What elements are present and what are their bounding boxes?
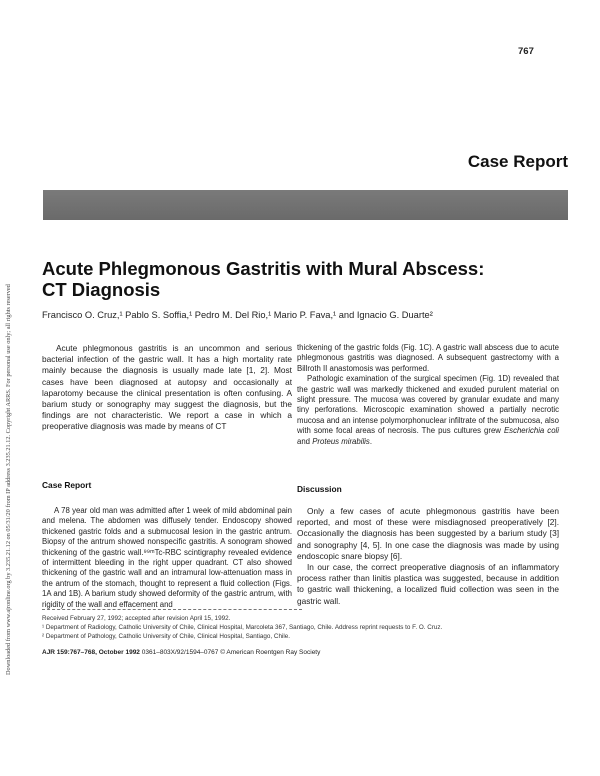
title-line-1: Acute Phlegmonous Gastritis with Mural Abscess: — [42, 258, 485, 279]
case-paragraph: A 78 year old man was admitted after 1 week of mild abdominal pain and melena. The abdomen was diffusely tender. Endoscopy showed thickened gastric folds and a submucosal lesion in the gastric antrum. Biopsy of the antrum showed nonspecific gastritis. A sonogram showed thickening of the gastric wall.⁹⁹ᵐTc-RBC scintigraphy revealed evidence of intermittent bleeding in the right upper quadrant. CT also showed thickening of the gastric wall and an intramural low-attenuation mass in the antrum of the stomach, thought to represent a fluid collection (Figs. 1A and 1B). A barium study showed deformity of the gastric antrum, with rigidity of the wall and effacement and — [42, 506, 292, 609]
continuation-paragraph: thickening of the gastric folds (Fig. 1C). A gastric wall abscess due to acute phlegmonous gastritis was diagnosed. A subsequent gastrectomy with a Billroth II anastomosis was performed. — [297, 343, 559, 373]
gray-banner — [43, 190, 568, 220]
article-title — [42, 258, 542, 300]
case-report-heading: Case Report — [42, 480, 92, 490]
pathology-period: . — [369, 436, 372, 446]
and-word: and — [297, 436, 311, 446]
page-number: 767 — [518, 46, 534, 57]
citation-rest: 0361–803X/92/1594–0767 © American Roentgen Ray Society — [141, 649, 321, 656]
abstract — [42, 343, 292, 433]
discussion-body — [297, 506, 559, 607]
footnotes — [42, 614, 562, 641]
discussion-heading: Discussion — [297, 484, 342, 494]
citation-bold: AJR 159:767–768, October 1992 — [42, 649, 140, 656]
footnote-1: ¹ Department of Radiology, Catholic University of Chile, Clinical Hospital, Marcoleta 367, Santiago, Chile. Address reprint requests to F. O. Cruz. — [42, 624, 443, 631]
case-report-body — [42, 506, 292, 610]
author-list: Francisco O. Cruz,¹ Pablo S. Soffia,¹ Pedro M. Del Rio,¹ Mario P. Fava,¹ and Ignacio G. Duarte² — [42, 310, 433, 320]
title-line-2: CT Diagnosis — [42, 279, 161, 300]
right-column-continuation — [297, 343, 559, 447]
discussion-paragraph-1: Only a few cases of acute phlegmonous gastritis have been reported, and most of these were misdiagnosed preoperatively [2]. Occasionally the diagnosis has been suggested by a barium study [3] and sonography [4, 5]. In one case the diagnosis was made by using endoscopic snare biopsy [6]. — [297, 506, 559, 561]
section-label: Case Report — [467, 152, 568, 171]
pathology-paragraph — [297, 374, 559, 447]
footnote-divider — [42, 609, 302, 610]
abstract-paragraph: Acute phlegmonous gastritis is an uncommon and serious bacterial infection of the gastric wall. It has a high mortality rate mainly because the diagnosis is usually made late [1, 2]. Most cases have been diagnosed at autopsy and occasionally at laparotomy because the clinical presentation is often confusing. A barium study or sonography may suggest the diagnosis, but the findings are not characteristic. We report a case in which a preoperative diagnosis was made by means of CT — [42, 343, 292, 432]
journal-citation — [42, 649, 562, 656]
footnote-2: ² Department of Pathology, Catholic University of Chile, Clinical Hospital, Santiago, Chile. — [42, 633, 291, 640]
download-watermark: Downloaded from www.ajronline.org by 3.235.21.12 on 05/31/20 from IP address 3.235.21.12. Copyright ARRS. For personal use only; all rights reserved — [5, 284, 12, 675]
organism-1: Escherichia coli — [503, 426, 559, 436]
received-dates: Received February 27, 1992; accepted after revision April 15, 1992. — [42, 615, 231, 622]
pathology-text: Pathologic examination of the surgical specimen (Fig. 1D) revealed that the gastric wall was markedly thickened and exuded purulent material on slight pressure. The mucosa was covered by granular exudate and many tiny perforations. Microscopic examination showed a partially necrotic mucosa and an intense polymorphonuclear infiltrate of the submucosa, also with some focal areas of necrosis. The pus cultures grew — [297, 374, 559, 436]
discussion-paragraph-2: In our case, the correct preoperative diagnosis of an inflammatory process rather than linitis plastica was suggested, because in addition to gastric wall thickening, a localized fluid collection was seen in the gastric wall. — [297, 562, 559, 606]
organism-2: Proteus mirabilis — [312, 436, 370, 446]
